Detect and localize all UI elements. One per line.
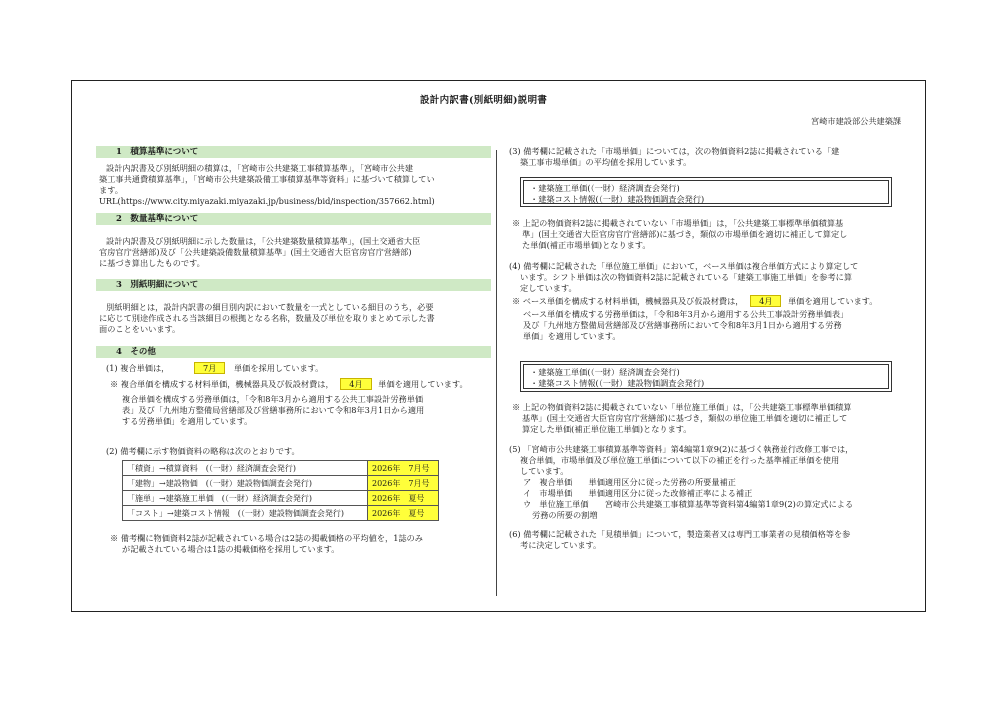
- note-3-line-3: た単価(補正市場単価)となります。: [522, 240, 651, 250]
- box2-line-2: ・建築コスト情報(（一財）建設物価調査会発行): [530, 378, 705, 388]
- issuing-department: 宮崎市建設部公共建築課: [811, 116, 902, 126]
- ref-name: 「建物」→建設物価 (（一財）建設物価調査会発行): [123, 476, 368, 491]
- s1-url: URL(https://www.city.miyazaki.miyazaki.jp/business/bid/inspection/357662.html): [99, 196, 435, 206]
- item-1: [106, 363, 323, 374]
- box1-line-2: ・建築コスト情報(（一財）建設物価調査会発行): [530, 194, 705, 204]
- document-title: 設計内訳書(別紙明細)説明書: [420, 95, 548, 106]
- section-heading-4: 4 その他: [96, 346, 491, 358]
- s1-line-1: 設計内訳書及び別紙明細の積算は，「宮崎市公共建築工事積算基準」，「宮崎市公共建: [106, 163, 414, 173]
- item-5-line-1: (5) 「宮崎市公共建築工事積算基準等資料」第4編第1章9(2)に基づく執務並行改修工事では，: [509, 444, 854, 454]
- note-4-post: 単価を適用しています。: [788, 296, 878, 306]
- table-row: [123, 491, 439, 506]
- item-4-line-3: 定しています。: [520, 283, 577, 293]
- note-1-month-highlight: 4月: [340, 378, 371, 390]
- note-1: [110, 379, 468, 390]
- s2-line-2: 官房官庁営繕部)及び「公共建築設備数量積算基準」(国土交通省大臣官房官庁営繕部): [99, 247, 412, 257]
- table-row: [123, 506, 439, 521]
- price-source-box-1: [520, 177, 892, 207]
- box2-line-1: ・建築施工単価(（一財）経済調査会発行): [530, 367, 680, 377]
- note-1-line-3: する労務単価」を適用しています。: [122, 416, 253, 426]
- note-2-line-2: が記載されている場合は1誌の掲載価格を採用しています。: [122, 544, 340, 554]
- note-3-line-1: ※ 上記の物価資料2誌に掲載されていない「市場単価」は，「公共建築工事標準単価積算基: [512, 218, 844, 228]
- note-3-line-2: 準」(国土交通省大臣官房官庁営繕部)に基づき，類似の市場単価を適切に補正して算定し: [522, 229, 848, 239]
- item-1-post: 単価を採用しています。: [233, 363, 324, 373]
- s3-line-2: に応じて別途作成される当該細目の根拠となる名称，数量及び単位を取りまとめて示した書: [99, 313, 435, 323]
- section-heading-3: 3 別紙明細について: [96, 279, 491, 291]
- item-4-line-2: います。シフト単価は次の物価資料2誌に記載されている「建築工事施工単価」を参考に算: [520, 272, 853, 282]
- ref-issue-highlight: 2026年 7月号: [368, 461, 439, 476]
- note-4-line-1: ベース単価を構成する労務単価は，「令和8年3月から適用する公共工事設計労務単価表」: [523, 309, 849, 319]
- note-1-line-2: 表」及び「九州地方整備局営繕部及び営繕事務所において令和8年3月1日から適用: [122, 405, 425, 415]
- ref-issue-highlight: 2026年 7月号: [368, 476, 439, 491]
- column-divider: [496, 150, 497, 596]
- item-6-line-2: 考に決定しています。: [520, 540, 602, 550]
- note-4-line-3: 単価」を適用しています。: [523, 331, 621, 341]
- note-5-line-2: 基準」(国土交通省大臣官房官庁営繕部)に基づき，類似の単位施工単価を適切に補正して: [522, 413, 848, 423]
- note-1-post: 単価を適用しています。: [378, 379, 468, 389]
- s3-line-1: 別紙明細とは，設計内訳書の細目別内訳において数量を一式としている細目のうち，必要: [106, 302, 434, 312]
- item-5-sub-i: イ 市場単価 単価適用区分に従った改修補正率による補正: [523, 488, 753, 498]
- ref-name: 「積資」→積算資料 (（一財）経済調査会発行): [123, 461, 368, 476]
- note-4-month-highlight: 4月: [750, 295, 781, 307]
- item-1-pre: (1) 複合単価は，: [106, 363, 170, 373]
- section-heading-2: 2 数量基準について: [96, 213, 491, 225]
- item-5-sub-u-cont: 労務の所要の割増: [532, 510, 598, 520]
- item-5-line-3: しています。: [520, 466, 569, 476]
- ref-issue-highlight: 2026年 夏号: [368, 491, 439, 506]
- note-4-line-2: 及び「九州地方整備局営繕部及び営繕事務所において令和8年3月1日から適用する労務: [523, 320, 842, 330]
- note-4-pre: ※ ベース単価を構成する材料単価，機械器具及び仮設材費は，: [512, 296, 744, 306]
- ref-issue-highlight: 2026年 夏号: [368, 506, 439, 521]
- ref-name: 「施単」→建築施工単価 (（一財）経済調査会発行): [123, 491, 368, 506]
- note-1-pre: ※ 複合単価を構成する材料単価，機械器具及び仮設材費は，: [110, 379, 334, 389]
- item-5-sub-u: ウ 単位施工単価 宮崎市公共建築工事積算基準等資料第4編第1章9(2)の算定式による: [523, 499, 854, 509]
- item-1-month-highlight: 7月: [194, 362, 225, 374]
- s3-line-3: 面のことをいいます。: [99, 324, 181, 334]
- price-source-box-2: [520, 361, 892, 392]
- item-5-sub-a: ア 複合単価 単価適用区分に従った労務の所要量補正: [523, 477, 736, 487]
- note-2-line-1: ※ 備考欄に物価資料2誌が記載されている場合は2誌の掲載価格の平均値を，1誌のみ: [110, 533, 423, 543]
- s2-line-3: に基づき算出したものです。: [99, 258, 205, 268]
- note-5-line-3: 算定した単価(補正単位施工単価)となります。: [522, 424, 692, 434]
- note-4: [512, 296, 878, 307]
- table-row: [123, 461, 439, 476]
- note-5-line-1: ※ 上記の物価資料2誌に掲載されていない「単位施工単価」は，「公共建築工事標準単価積算: [512, 402, 852, 412]
- item-3-line-1: (3) 備考欄に記載された「市場単価」については，次の物価資料2誌に掲載されている「建: [509, 146, 840, 156]
- item-4-line-1: (4) 備考欄に記載された「単位施工単価」において，ベース単価は複合単価方式により算定して: [509, 261, 859, 271]
- note-1-line-1: 複合単価を構成する労務単価は，「令和8年3月から適用する公共工事設計労務単価: [122, 394, 424, 404]
- item-6-line-1: (6) 備考欄に記載された「見積単価」について，製造業者又は専門工事業者の見積価格等を参: [509, 529, 851, 539]
- item-3-line-2: 築工事市場単価」の平均値を採用しています。: [520, 157, 692, 167]
- item-5-line-2: 複合単価，市場単価及び単位施工単価について以下の補正を行った基準補正単価を使用: [520, 455, 840, 465]
- section-heading-1: 1 積算基準について: [96, 146, 491, 158]
- ref-name: 「コスト」→建築コスト情報 (（一財）建設物価調査会発行): [123, 506, 368, 521]
- s1-line-3: ます。: [99, 185, 123, 195]
- s2-line-1: 設計内訳書及び別紙明細に示した数量は，「公共建築数量積算基準」，(国土交通省大臣: [106, 236, 421, 246]
- box1-line-1: ・建築施工単価(（一財）経済調査会発行): [530, 183, 680, 193]
- s1-line-2: 築工事共通費積算基準」，「宮崎市公共建築設備工事積算基準等資料」に基づいて積算してい: [99, 174, 435, 184]
- price-reference-table: [122, 460, 439, 521]
- table-row: [123, 476, 439, 491]
- item-2: (2) 備考欄に示す物価資料の略称は次のとおりです。: [106, 446, 300, 456]
